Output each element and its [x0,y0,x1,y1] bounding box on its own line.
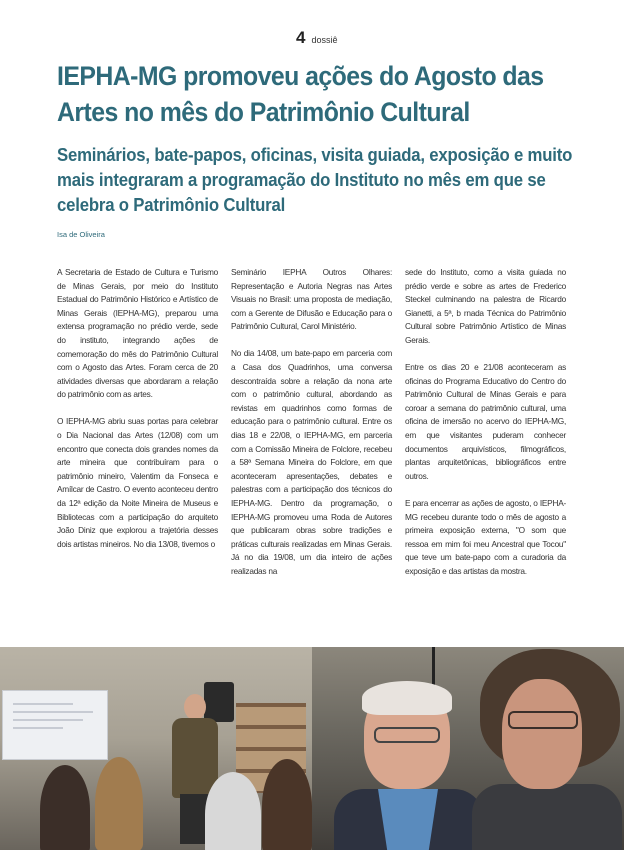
article-subtitle: Seminários, bate-papos, oficinas, visita guiada, exposição e muito mais integraram a programação do Instituto no mês em que se celebra o Patrimônio Cultural [57,145,573,215]
section-label: dossiê [311,35,338,45]
paragraph: No dia 14/08, um bate-papo em parceria com a Casa dos Quadrinhos, uma conversa descontraída sobre a relação da nona arte com o patrimônio cultural, abordando as revistas em quadrinhos como formas de educação para o patrimônio cultural. Entre os dias 18 e 22/08, o IEPHA-MG, em parceria com a Comissão Mineira de Folclore, recebeu a 58ª Semana Mineira do Folclore, em que aconteceram apresentações, debates e palestras com a participação dos técnicos do IEPHA-MG. Dentro da programação, o IEPHA-MG promoveu uma Roda de Autores que publicaram obras sobre tradições e práticas culturais realizadas em Minas Gerais. Já no dia 19/08, um dia inteiro de ações realizadas na [231,348,392,576]
screen-line [13,703,73,705]
paragraph: O IEPHA-MG abriu suas portas para celebrar o Dia Nacional das Artes (12/08) com um encontro que conecta dois grandes nomes da arte mineira que contribuíram para o patrimônio mineiro, Valentim da Fonseca e Amílcar de Castro. O evento aconteceu dentro da 12ª edição da Noite Mineira de Museus e Bibliotecas com a participação do arquiteto João Diniz que explorou a trajetória desses dois artistas mineiros. No dia 13/08, tivemos o [57,416,218,549]
screen-line [13,711,93,713]
paragraph: A Secretaria de Estado de Cultura e Turismo de Minas Gerais, por meio do Instituto Estadual do Patrimônio Histórico e Artístico de Minas Gerais (IEPHA-MG), preparou uma extensa programação no prédio verde, sede do instituto, integrando ações de comemoração do mês do Patrimônio Cultural com o Agosto das Artes. Foram cerca de 20 atividades diversas que abordaram a relação do patrimônio com as artes. [57,267,218,400]
paragraph: E para encerrar as ações de agosto, o IEPHA-MG recebeu durante todo o mês de agosto a primeira exposição externa, "O som que ressoa em mim foi meu Ancestral que Tocou" que teve um bate-papo com a curadoria da exposição e das artistas da mostra. [405,497,566,576]
text-column-2 [231,266,392,592]
guest-figure-right [462,649,624,850]
audience-member [205,772,261,850]
audience-member [262,759,312,850]
event-photo-presentation [0,647,312,850]
text-column-3 [405,266,566,592]
article-author: Isa de Oliveira [57,230,105,239]
paragraph: sede do Instituto, como a visita guiada no prédio verde e sobre as artes de Frederico Steckel culminando na palestra de Ricardo Gianetti, a 5ª, b rnada Técnica do Patrimônio Cultural sobre Patrimônio Artístico de Minas Gerais. [405,267,566,345]
text-column-1 [57,266,218,592]
audience-member [95,757,143,850]
paragraph: Entre os dias 20 e 21/08 aconteceram as oficinas do Programa Educativo do Centro do Patrimônio Cultural de Minas Gerais e para coroar a semana do patrimônio cultural, uma oficina de imersão no acervo do IEPHA-MG, em que visitantes puderam conhecer documentos arquivísticos, filmográficos, plantas arquitetônicas, bibliográficos entre outros. [405,362,566,481]
article-title: IEPHA-MG promoveu ações do Agosto das Artes no mês do Patrimônio Cultural [57,61,544,127]
event-photo-guests [312,647,624,850]
photo-strip [0,647,624,850]
screen-line [13,719,83,721]
page-header [296,28,337,48]
article-body [57,266,566,592]
audience-member [40,765,90,850]
page-number: 4 [296,28,306,47]
projection-screen [2,690,108,760]
paragraph: Seminário IEPHA Outros Olhares: Representação e Autoria Negras nas Artes Visuais no Brasil: uma proposta de mediação, com a Gerente de Difusão e Educação para o Patrimônio Cultural, Carol Ministério. [231,267,392,332]
screen-line [13,727,63,729]
